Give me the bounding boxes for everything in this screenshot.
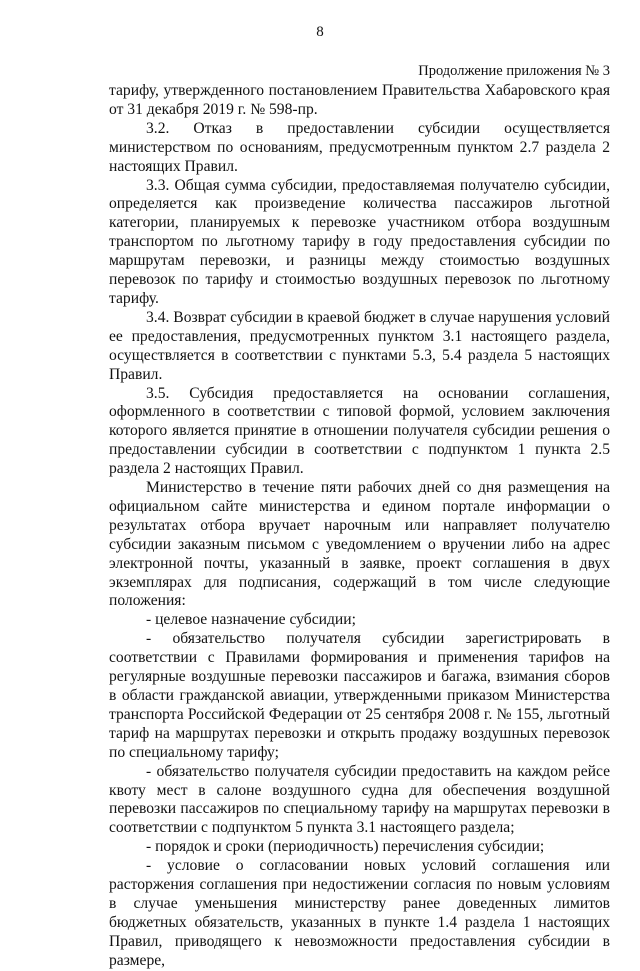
page-number: 8 [316, 24, 324, 40]
paragraph-3-4: 3.4. Возврат субсидии в краевой бюджет в случае нарушения условий ее предоставления, предусмотренных пунктом 3.1 настоящего раздела, осуществляется в соответствии с пунктами 5.3, 5.4 раздела 5 настоящих Правил. [109, 308, 610, 383]
paragraph-tariff-continuation: тарифу, утвержденного постановлением Правительства Хабаровского края от 31 декабря 2019 г. № 598-пр. [109, 82, 610, 118]
document-body [109, 82, 610, 971]
paragraph-3-5: 3.5. Субсидия предоставляется на основании соглашения, оформленного в соответствии с типовой формой, условием заключения которого является принятие в отношении получателя субсидии решения о предоставлении субсидии в соответствии с подпунктом 1 пункта 2.5 раздела 2 настоящих Правил. [109, 384, 610, 478]
list-item-register-tariff: - обязательство получателя субсидии зарегистрировать в соответствии с Правилами формирования и применения тарифов на регулярные воздушные перевозки пассажиров и багажа, взимания сборов в области гражданской авиации, утвержденными приказом Министерства транспорта Российской Федерации от 25 сентября 2008 г. № 155, льготный тариф на маршрутах перевозки и открыть продажу воздушных перевозок по специальному тарифу; [109, 630, 610, 761]
paragraph-3-2: 3.2. Отказ в предоставлении субсидии осуществляется министерством по основаниям, предусмотренным пунктом 2.7 раздела 2 настоящих Правил. [109, 119, 610, 175]
list-item-payment-schedule: - порядок и сроки (периодичность) перечисления субсидии; [146, 838, 545, 856]
list-item-seat-quota: - обязательство получателя субсидии предоставить на каждом рейсе квоту мест в салоне воздушного судна для обеспечения воздушной перевозки пассажиров по специальному тарифу на маршрутах перевозки в соответствии с подпунктом 5 пункта 3.1 настоящего раздела; [109, 762, 610, 837]
paragraph-3-3: 3.3. Общая сумма субсидии, предоставляемая получателю субсидии, определяется как произведение количества пассажиров льготной категории, планируемых к перевозке участником отбора воздушным транспортом по льготному тарифу в году предоставления субсидии по маршрутам перевозки, и разницы между стоимостью воздушных перевозок по тарифу и стоимостью воздушных перевозок по льготному тарифу. [109, 176, 610, 307]
list-item-agreement-conditions: - условие о согласовании новых условий соглашения или расторжения соглашения при недостижении согласия по новым условиям в случае уменьшения министерству ранее доведенных лимитов бюджетных обязательств, указанных в пункте 1.4 раздела 1 настоящих Правил, приводящего к невозможности предоставления субсидии в размере, [109, 857, 610, 969]
list-item-purpose: - целевое назначение субсидии; [146, 611, 356, 629]
paragraph-ministry-agreement: Министерство в течение пяти рабочих дней со дня размещения на официальном сайте министерства и едином портале информации о результатах отбора вручает нарочным или направляет получателю субсидии заказным письмом с уведомлением о вручении либо на адрес электронной почты, указанный в заявке, проект соглашения в двух экземплярах для подписания, содержащий в том числе следующие положения: [109, 479, 610, 610]
appendix-continuation-note: Продолжение приложения № 3 [418, 63, 610, 79]
